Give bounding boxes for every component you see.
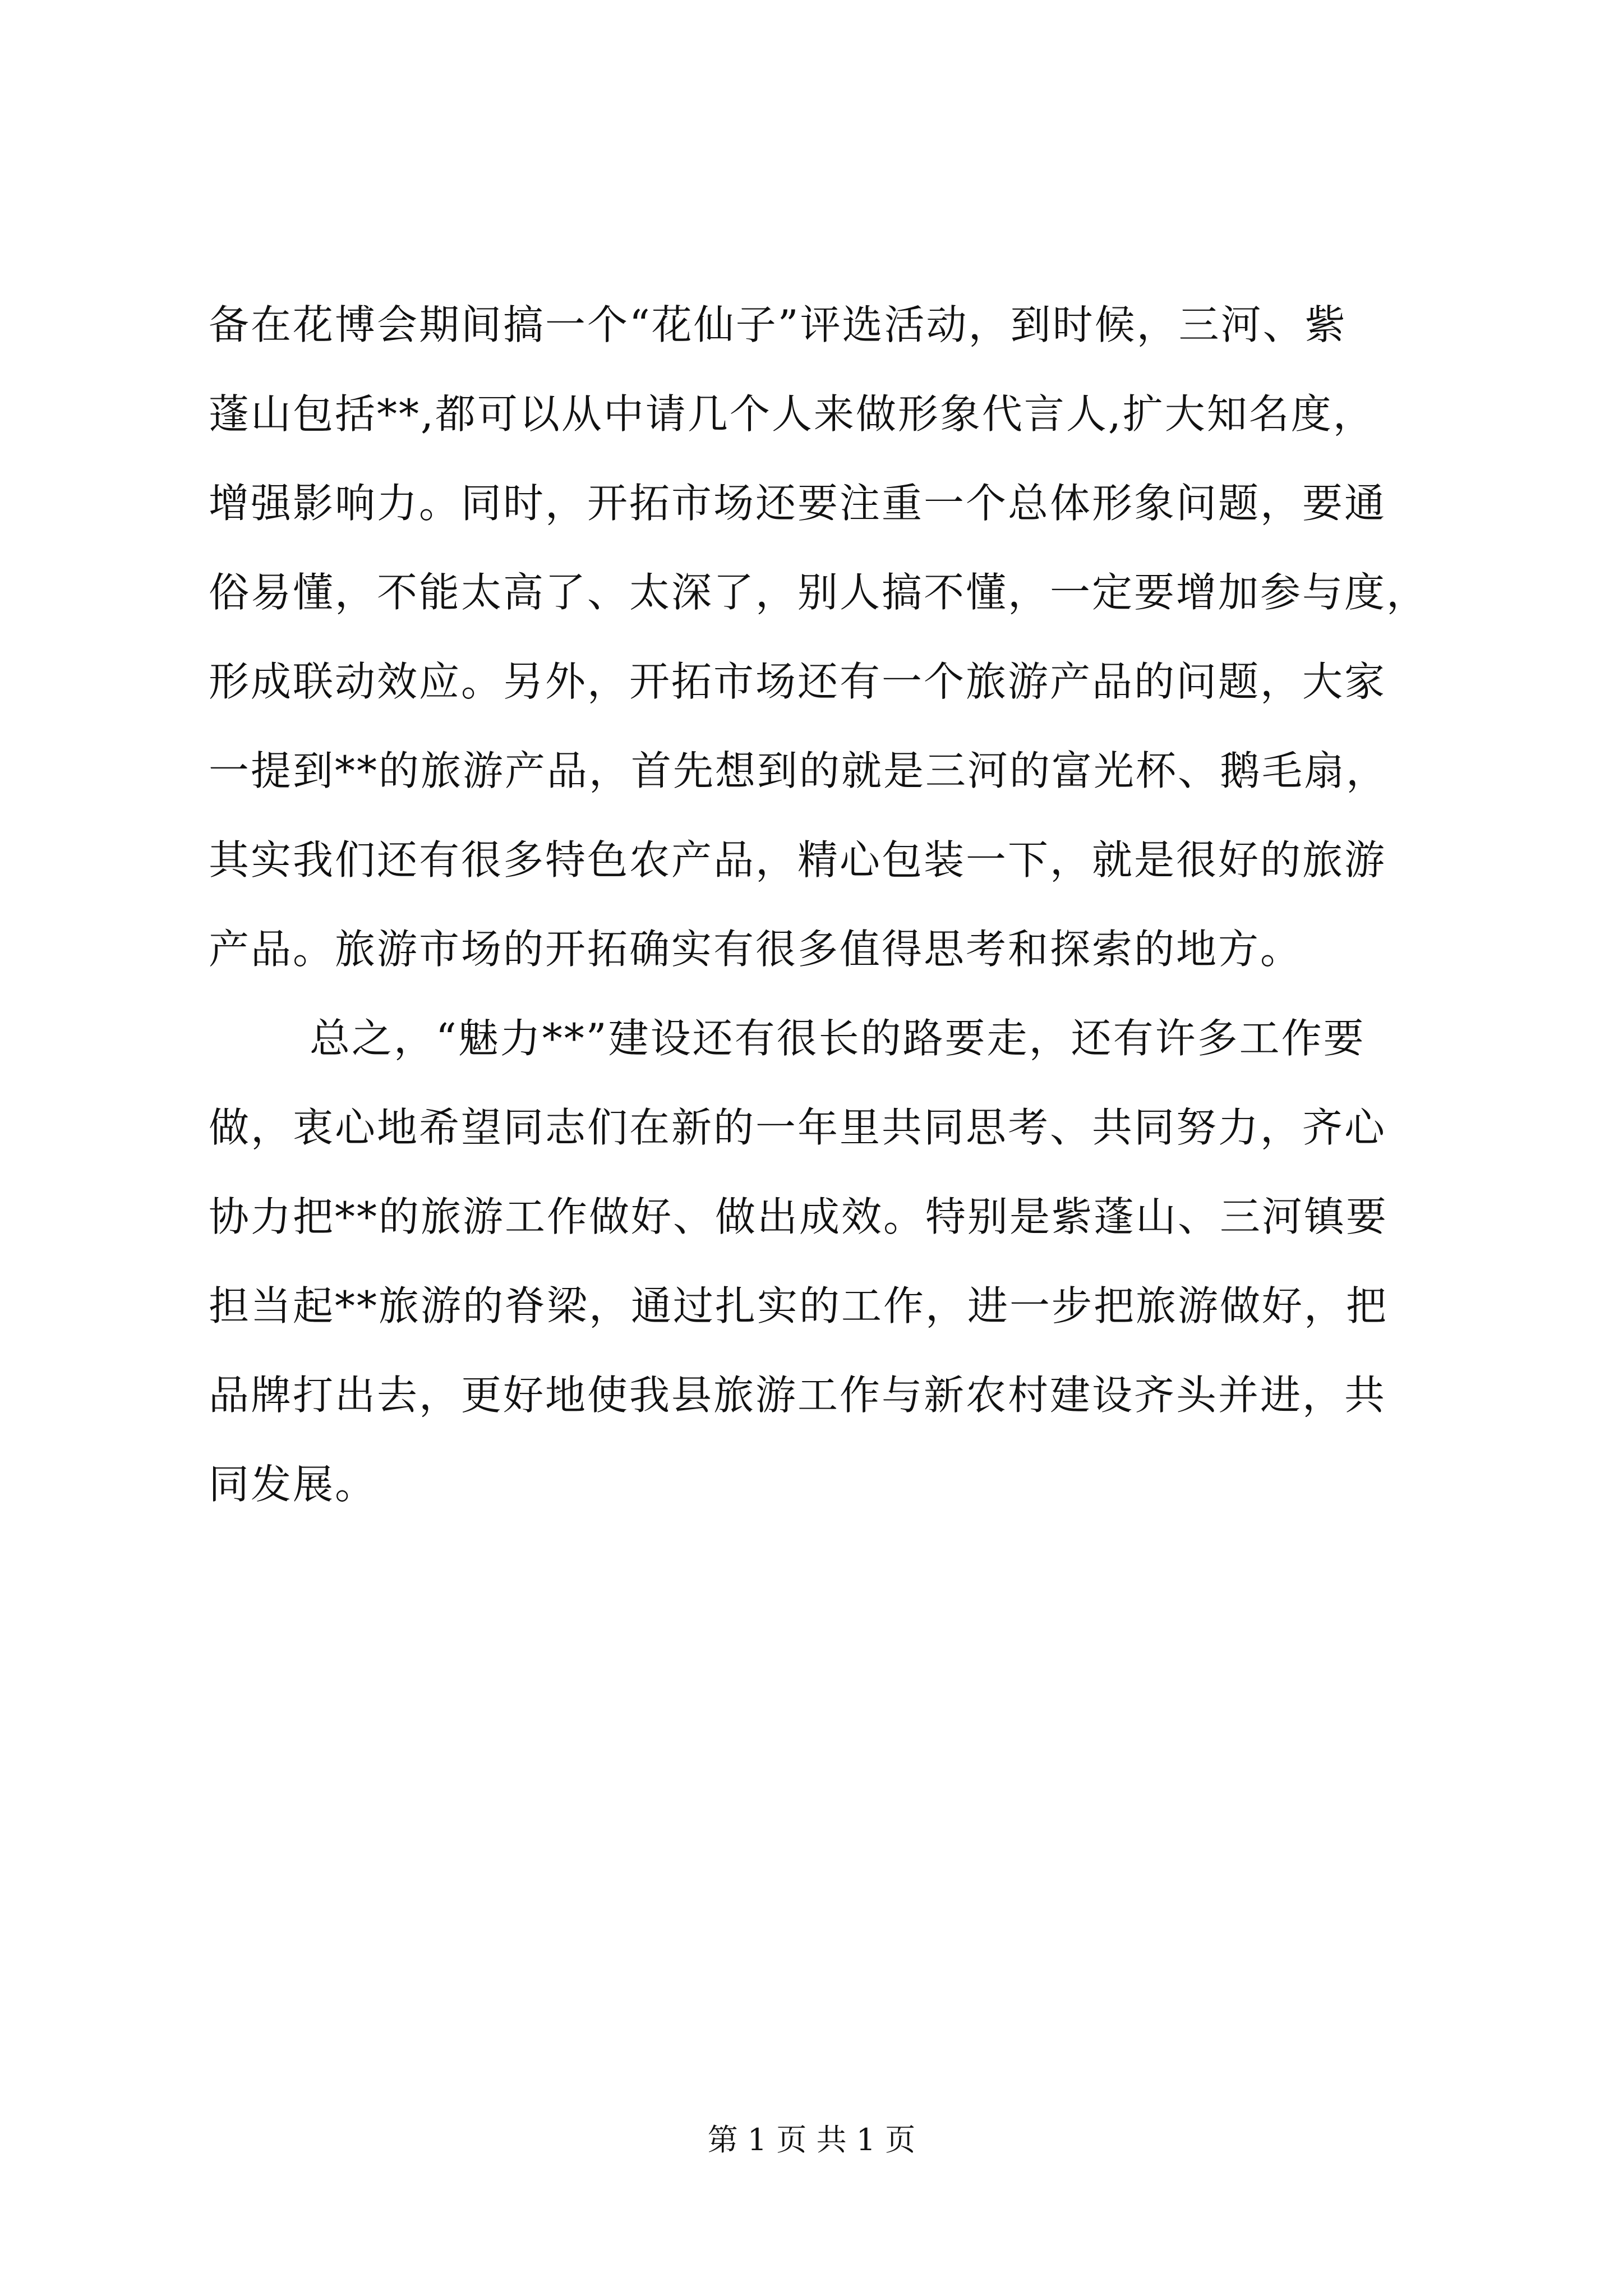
text-line: 做，衷心地希望同志们在新的一年里共同思考、共同努力，齐心 [209, 1104, 1387, 1151]
text-line: 总之，“魅力**”建设还有很长的路要走，还有许多工作要 [310, 1015, 1366, 1062]
text-line: 形成联动效应。另外，开拓市场还有一个旅游产品的问题，大家 [209, 658, 1387, 705]
text-line: 增强影响力。同时，开拓市场还要注重一个总体形象问题，要通 [209, 480, 1387, 527]
text-line: 俗易懂，不能太高了、太深了，别人搞不懂，一定要增加参与度， [209, 569, 1429, 616]
text-line: 协力把**的旅游工作做好、做出成效。特别是紫蓬山、三河镇要 [209, 1193, 1389, 1240]
page-footer: 第 1 页 共 1 页 [707, 2122, 916, 2157]
text-line: 同发展。 [209, 1461, 377, 1508]
document-body [209, 280, 1429, 1529]
text-line: 备在花博会期间搞一个“花仙子”评选活动，到时候，三河、紫 [209, 301, 1347, 348]
text-line: 一提到**的旅游产品，首先想到的就是三河的富光杯、鹅毛扇， [209, 747, 1389, 794]
text-line: 品牌打出去，更好地使我县旅游工作与新农村建设齐头并进，共 [209, 1372, 1387, 1419]
text-line: 蓬山包括**,都可以从中请几个人来做形象代言人,扩大知名度， [209, 390, 1375, 438]
text-line: 担当起**旅游的脊梁，通过扎实的工作，进一步把旅游做好，把 [209, 1282, 1389, 1329]
paragraph-2 [209, 994, 1426, 1529]
text-line: 其实我们还有很多特色农产品，精心包装一下，就是很好的旅游 [209, 836, 1387, 884]
text-line: 产品。旅游市场的开拓确实有很多值得思考和探索的地方。 [209, 926, 1303, 973]
paragraph-1 [209, 280, 1429, 994]
